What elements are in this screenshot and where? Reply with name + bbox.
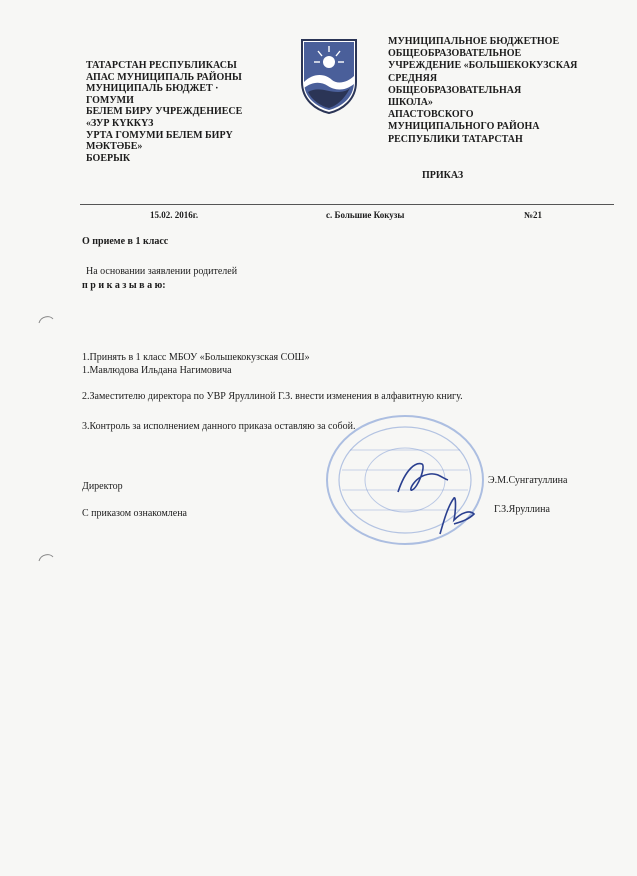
acquainted-name: Г.З.Яруллина: [494, 504, 550, 515]
header-tatar-line: УРТА ГОМУМИ БЕЛЕМ БИРҮ: [86, 129, 233, 141]
acquainted-label: С приказом ознакомлена: [82, 508, 187, 519]
order-word: п р и к а з ы в а ю:: [82, 280, 166, 291]
director-label: Директор: [82, 481, 123, 492]
order-subject: О приеме в 1 класс: [82, 236, 169, 247]
punch-hole-mark: [38, 552, 54, 562]
order-item-1: 1.Принять в 1 класс МБОУ «Большекокузская СОШ»: [82, 352, 310, 363]
header-russian: [388, 36, 623, 146]
header-russian-line: СРЕДНЯЯ: [388, 72, 438, 84]
header-russian-line: РЕСПУБЛИКИ ТАТАРСТАН: [388, 133, 523, 145]
order-number: №21: [524, 210, 543, 220]
header-russian-line: ШКОЛА»: [388, 97, 433, 109]
header-russian-line: МУНИЦИПАЛЬНОГО РАЙОНА: [388, 121, 540, 133]
header-russian-line: ОБЩЕОБРАЗОВАТЕЛЬНАЯ: [388, 84, 522, 96]
header-tatar-line: БОЕРЫК: [86, 152, 131, 164]
header-tatar-line: ГОМУМИ: [86, 94, 134, 106]
coat-of-arms-icon: [298, 36, 360, 114]
header-tatar-line: «ЗУР КҮККҮЗ: [86, 117, 154, 129]
header-tatar: [86, 60, 286, 164]
punch-hole-mark: [38, 314, 54, 324]
order-basis: На основании заявлении родителей: [86, 266, 238, 277]
header-russian-line: ОБЩЕОБРАЗОВАТЕЛЬНОЕ: [388, 48, 522, 60]
header-tatar-line: ТАТАРСТАН РЕСПУБЛИКАСЫ: [86, 60, 237, 71]
order-item-3: 3.Контроль за исполнением данного приказа оставляю за собой.: [82, 421, 356, 432]
header-russian-line: МУНИЦИПАЛЬНОЕ БЮДЖЕТНОЕ: [388, 36, 560, 47]
order-title: ПРИКАЗ: [422, 170, 464, 181]
header-tatar-line: АПАС МУНИЦИПАЛЬ РАЙОНЫ: [86, 71, 242, 83]
header-tatar-line: МУНИЦИПАЛЬ БЮДЖЕТ ·: [86, 83, 219, 95]
header-divider: [80, 204, 614, 205]
order-item-1-student: 1.Мавлюдова Ильдана Нагимовича: [82, 365, 232, 376]
header-russian-line: АПАСТОВСКОГО: [388, 109, 474, 121]
order-date: 15.02. 2016г.: [150, 210, 199, 220]
header-tatar-line: БЕЛЕМ БИРУ УЧРЕЖДЕНИЕСЕ: [86, 106, 243, 118]
deputy-signature: [432, 490, 482, 540]
header-tatar-line: МӘКТӘБЕ»: [86, 141, 143, 153]
header-russian-line: УЧРЕЖДЕНИЕ «БОЛЬШЕКОКУЗСКАЯ: [388, 60, 578, 72]
order-place: с. Большие Кокузы: [326, 210, 405, 220]
order-item-2: 2.Заместителю директора по УВР Яруллиной Г.З. внести изменения в алфавитную книгу.: [82, 391, 463, 402]
director-name: Э.М.Сунгатуллина: [488, 475, 568, 486]
